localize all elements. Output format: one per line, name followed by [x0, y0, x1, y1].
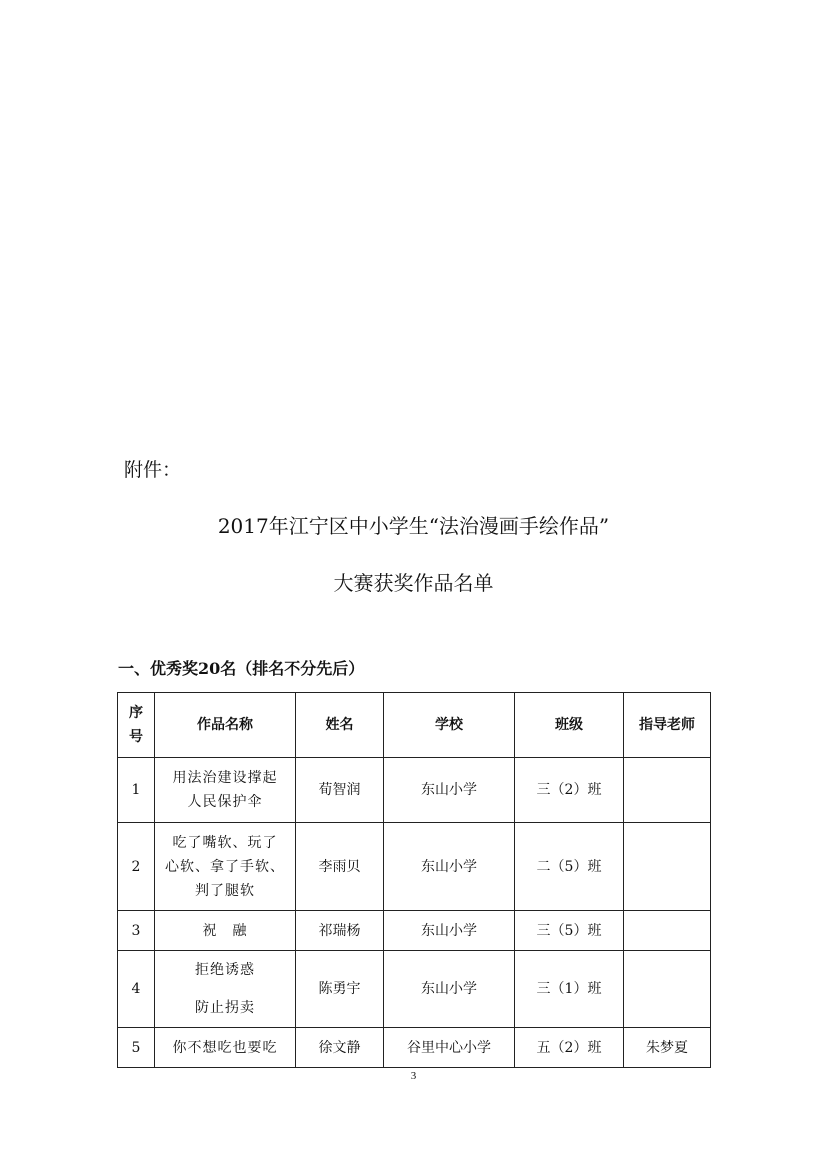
cell-school: 东山小学 — [384, 951, 515, 1028]
cell-class: 五（2）班 — [515, 1028, 624, 1068]
document-title-line-2: 大赛获奖作品名单 — [333, 571, 494, 595]
header-number: 序 号 — [118, 693, 155, 758]
cell-class: 三（5）班 — [515, 911, 624, 951]
cell-number: 1 — [118, 758, 155, 823]
cell-title: 祝 融 — [155, 911, 296, 951]
cell-title: 吃了嘴软、玩了 心软、拿了手软、 判了腿软 — [155, 823, 296, 911]
table-row — [118, 911, 711, 951]
section-heading: 一、优秀奖20名（排名不分先后） — [118, 659, 365, 678]
cell-school: 东山小学 — [384, 911, 515, 951]
cell-class: 三（2）班 — [515, 758, 624, 823]
header-school: 学校 — [384, 693, 515, 758]
cell-title: 你不想吃也要吃 — [155, 1028, 296, 1068]
cell-class: 二（5）班 — [515, 823, 624, 911]
header-teacher: 指导老师 — [624, 693, 711, 758]
document-title-line-1: 2017年江宁区中小学生“法治漫画手绘作品” — [217, 514, 610, 538]
page-number: 3 — [410, 1070, 417, 1082]
cell-name: 荀智润 — [296, 758, 384, 823]
award-table — [117, 692, 711, 1068]
cell-teacher: 朱梦夏 — [624, 1028, 711, 1068]
table-header-row — [118, 693, 711, 758]
cell-teacher — [624, 758, 711, 823]
cell-title: 拒绝诱惑 防止拐卖 — [155, 951, 296, 1028]
cell-name: 李雨贝 — [296, 823, 384, 911]
cell-class: 三（1）班 — [515, 951, 624, 1028]
cell-school: 谷里中心小学 — [384, 1028, 515, 1068]
cell-teacher — [624, 911, 711, 951]
table-row — [118, 951, 711, 1028]
header-class: 班级 — [515, 693, 624, 758]
cell-number: 3 — [118, 911, 155, 951]
cell-teacher — [624, 951, 711, 1028]
cell-title: 用法治建设撑起 人民保护伞 — [155, 758, 296, 823]
cell-name: 陈勇宇 — [296, 951, 384, 1028]
header-title: 作品名称 — [155, 693, 296, 758]
attachment-label: 附件： — [124, 459, 182, 481]
cell-number: 4 — [118, 951, 155, 1028]
cell-teacher — [624, 823, 711, 911]
table-row — [118, 823, 711, 911]
cell-school: 东山小学 — [384, 823, 515, 911]
table-row — [118, 758, 711, 823]
cell-number: 2 — [118, 823, 155, 911]
header-name: 姓名 — [296, 693, 384, 758]
cell-number: 5 — [118, 1028, 155, 1068]
cell-school: 东山小学 — [384, 758, 515, 823]
cell-name: 徐文静 — [296, 1028, 384, 1068]
table-row — [118, 1028, 711, 1068]
cell-name: 祁瑞杨 — [296, 911, 384, 951]
